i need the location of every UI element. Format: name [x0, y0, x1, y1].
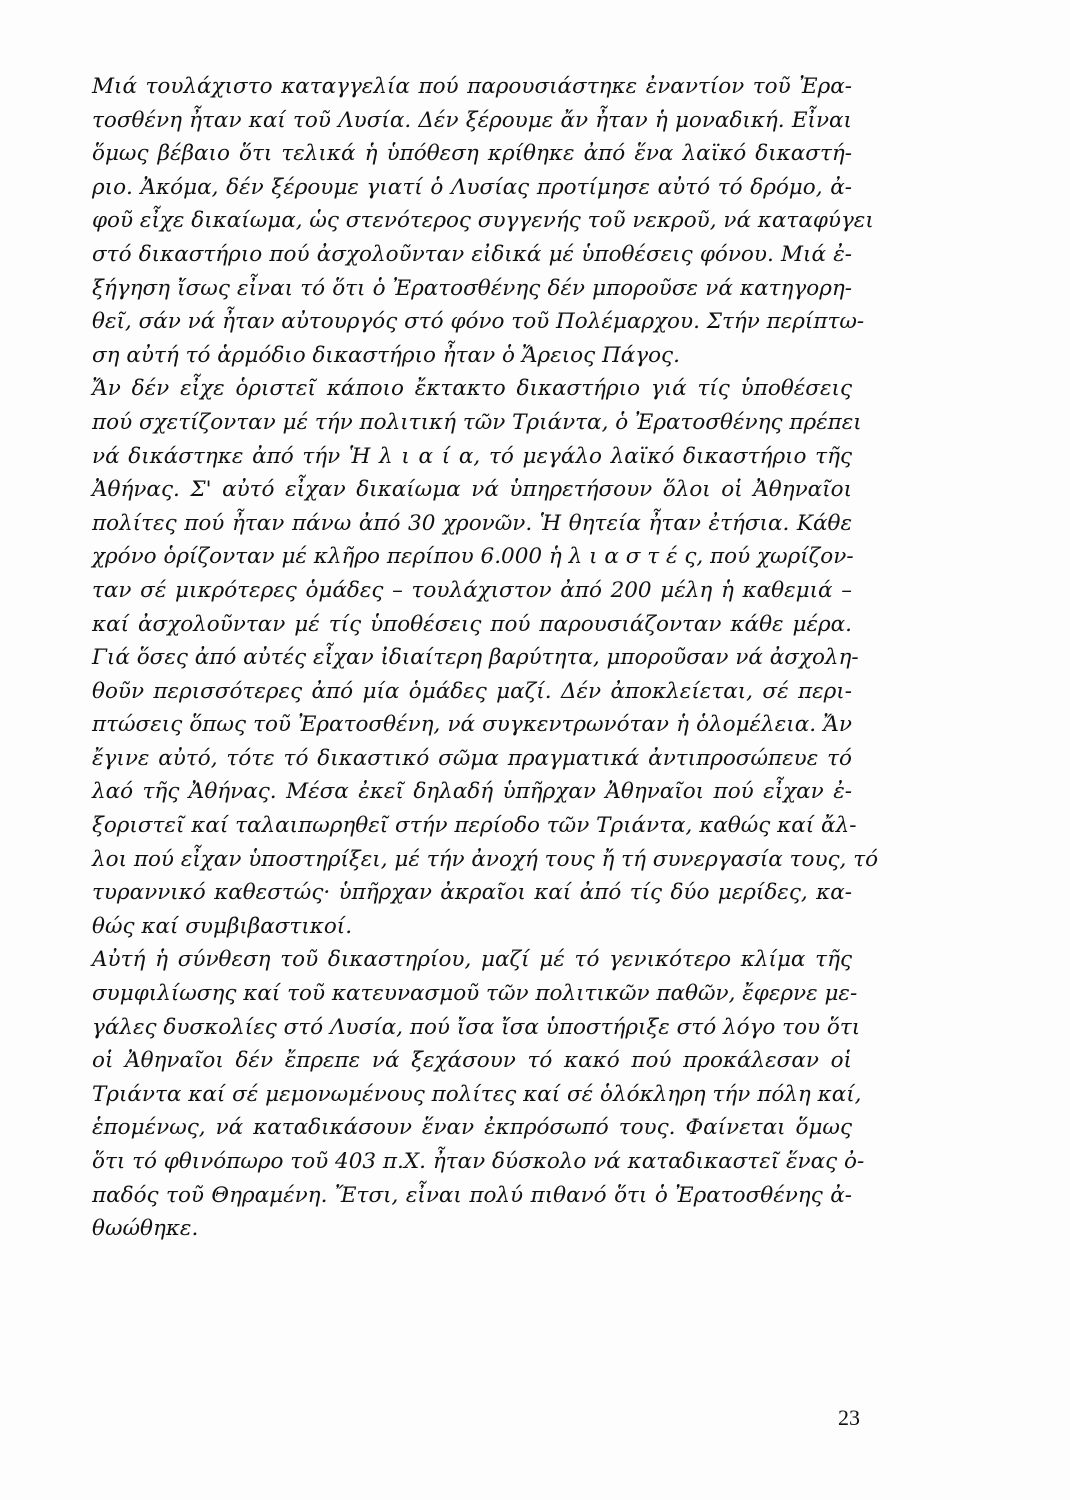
- text-line: πολίτες πού ἦταν πάνω ἀπό 30 χρονῶν. Ἡ θητεία ἦταν ἐτήσια. Κάθε: [92, 510, 852, 536]
- text-line: θεῖ, σάν νά ἦταν αὐτουργός στό φόνο τοῦ Πολέμαρχου. Στήν περίπτω-: [92, 309, 865, 335]
- text-line: χρόνο ὁρίζονταν μέ κλῆρο περίπου 6.000 ἡ λ ι α σ τ έ ς, πού χωρίζον-: [92, 544, 854, 570]
- text-line: πού σχετίζονταν μέ τήν πολιτική τῶν Τριάντα, ὁ Ἐρατοσθένης πρέπει: [92, 409, 862, 435]
- text-line: Ἀθήνας. Σ' αὐτό εἶχαν δικαίωμα νά ὑπηρετήσουν ὅλοι οἱ Ἀθηναῖοι: [92, 477, 852, 503]
- text-line: ὅμως βέβαιο ὅτι τελικά ἡ ὑπόθεση κρίθηκε ἀπό ἕνα λαϊκό δικαστή-: [92, 141, 852, 167]
- text-line: πτώσεις ὅπως τοῦ Ἐρατοσθένη, νά συγκεντρωνόταν ἡ ὁλομέλεια. Ἄν: [92, 712, 852, 738]
- text-line: ταν σέ μικρότερες ὁμάδες – τουλάχιστον ἀπό 200 μέλη ἡ καθεμιά –: [92, 577, 852, 603]
- text-line: Τριάντα καί σέ μεμονωμένους πολίτες καί σέ ὁλόκληρη τήν πόλη καί,: [92, 1081, 862, 1107]
- text-line: Μιά τουλάχιστο καταγγελία πού παρουσιάστηκε ἐναντίον τοῦ Ἐρα-: [92, 74, 852, 99]
- text-line: Αὐτή ἡ σύνθεση τοῦ δικαστηρίου, μαζί μέ τό γενικότερο κλίμα τῆς: [92, 947, 852, 973]
- text-line: θοῦν περισσότερες ἀπό μία ὁμάδες μαζί. Δέν ἀποκλείεται, σέ περι-: [92, 678, 852, 704]
- text-line: στό δικαστήριο πού ἀσχολοῦνταν εἰδικά μέ ὑποθέσεις φόνου. Μιά ἐ-: [92, 241, 852, 267]
- paragraph-end-line: ση αὐτή τό ἁρμόδιο δικαστήριο ἦταν ὁ Ἄρειος Πάγος.: [92, 342, 680, 368]
- text-line: ὅτι τό φθινόπωρο τοῦ 403 π.Χ. ἦταν δύσκολο νά καταδικαστεῖ ἕνας ὀ-: [92, 1149, 865, 1174]
- text-line: λοι πού εἶχαν ὑποστηρίξει, μέ τήν ἀνοχή τους ἤ τή συνεργασία τους, τό: [92, 846, 879, 872]
- text-line: οἱ Ἀθηναῖοι δέν ἔπρεπε νά ξεχάσουν τό κακό πού προκάλεσαν οἱ: [92, 1048, 852, 1074]
- page-number: 23: [838, 1405, 860, 1430]
- text-line: ἑπομένως, νά καταδικάσουν ἕναν ἐκπρόσωπό τους. Φαίνεται ὅμως: [92, 1115, 852, 1141]
- text-line: ξήγηση ἴσως εἶναι τό ὅτι ὁ Ἐρατοσθένης δέν μποροῦσε νά κατηγορη-: [92, 275, 852, 301]
- text-line: Ἄν δέν εἶχε ὁριστεῖ κάποιο ἔκτακτο δικαστήριο γιά τίς ὑποθέσεις: [92, 376, 852, 402]
- text-line: ἔγινε αὐτό, τότε τό δικαστικό σῶμα πραγματικά ἀντιπροσώπευε τό: [92, 745, 852, 771]
- text-line: ριο. Ἀκόμα, δέν ξέρουμε γιατί ὁ Λυσίας προτίμησε αὐτό τό δρόμο, ἀ-: [92, 174, 852, 200]
- text-line: τοσθένη ἦταν καί τοῦ Λυσία. Δέν ξέρουμε ἄν ἦταν ἡ μοναδική. Εἶναι: [92, 107, 852, 133]
- paragraph-end-line: θωώθηκε.: [92, 1216, 199, 1242]
- text-line: Γιά ὅσες ἀπό αὐτές εἶχαν ἰδιαίτερη βαρύτητα, μποροῦσαν νά ἀσχολη-: [92, 645, 859, 671]
- text-line: τυραννικό καθεστώς· ὑπῆρχαν ἀκραῖοι καί ἀπό τίς δύο μερίδες, κα-: [92, 880, 852, 906]
- text-line: συμφιλίωσης καί τοῦ κατευνασμοῦ τῶν πολιτικῶν παθῶν, ἔφερνε με-: [92, 981, 858, 1007]
- text-line: παδός τοῦ Θηραμένη. Ἔτσι, εἶναι πολύ πιθανό ὅτι ὁ Ἐρατοσθένης ἀ-: [92, 1182, 852, 1208]
- text-line: λαό τῆς Ἀθήνας. Μέσα ἐκεῖ δηλαδή ὑπῆρχαν Ἀθηναῖοι πού εἶχαν ἐ-: [92, 779, 852, 805]
- text-line: γάλες δυσκολίες στό Λυσία, πού ἴσα ἴσα ὑποστήριξε στό λόγο του ὅτι: [92, 1014, 861, 1040]
- body-text: [92, 70, 879, 1246]
- text-line: φοῦ εἶχε δικαίωμα, ὡς στενότερος συγγενής τοῦ νεκροῦ, νά καταφύγει: [92, 208, 874, 234]
- text-line: ξοριστεῖ καί ταλαιπωρηθεῖ στήν περίοδο τῶν Τριάντα, καθώς καί ἄλ-: [92, 813, 857, 839]
- text-line: νά δικάστηκε ἀπό τήν Ἡ λ ι α ί α, τό μεγάλο λαϊκό δικαστήριο τῆς: [92, 443, 852, 469]
- text-line: καί ἀσχολοῦνταν μέ τίς ὑποθέσεις πού παρουσιάζονταν κάθε μέρα.: [92, 611, 852, 637]
- paragraph-end-line: θώς καί συμβιβαστικοί.: [92, 913, 353, 939]
